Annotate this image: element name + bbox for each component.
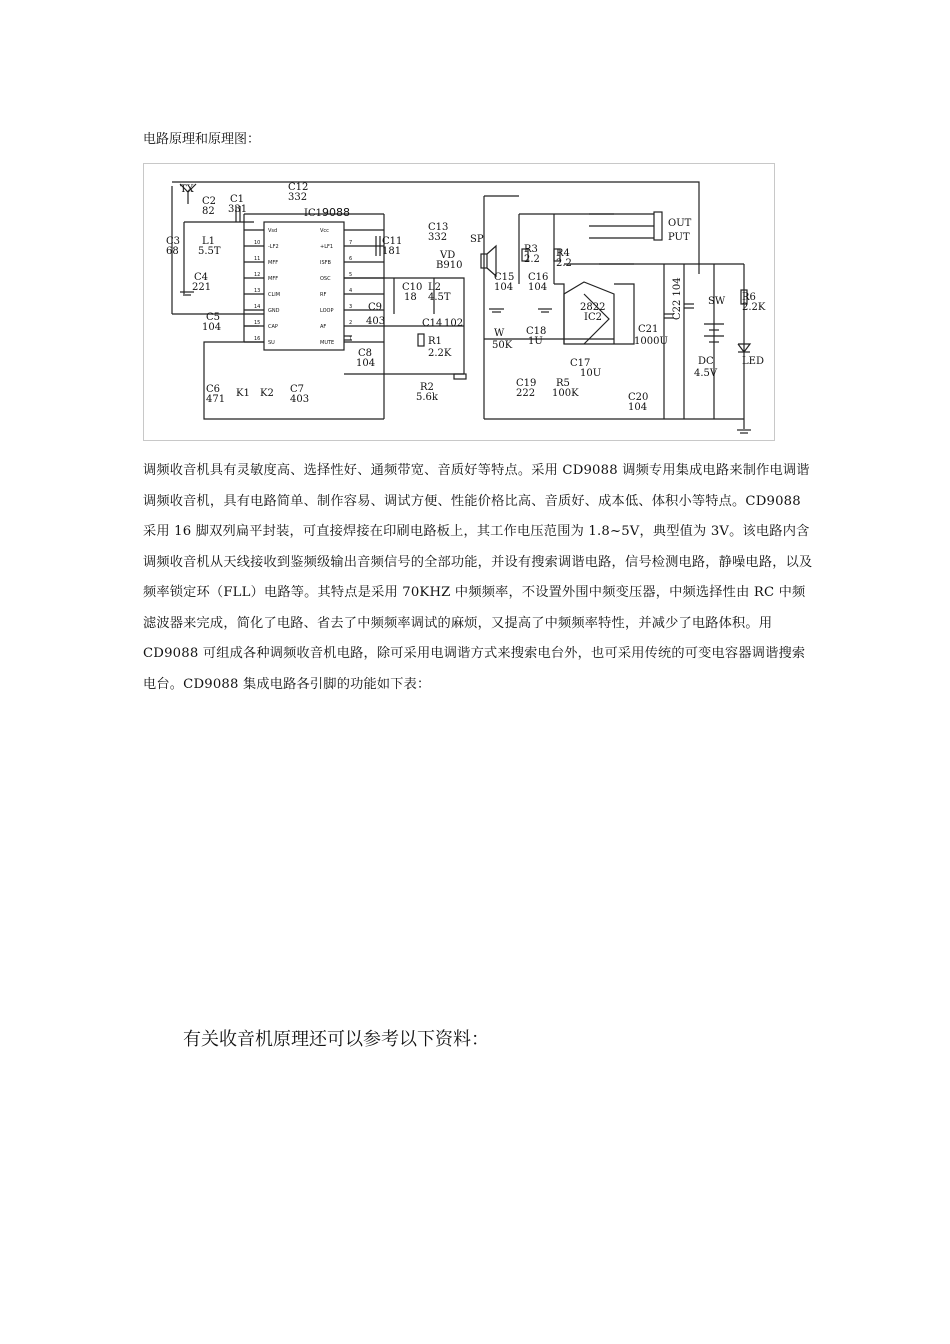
label-r1: R1	[428, 336, 442, 347]
label-r3: R3	[524, 244, 538, 255]
ic1-pin-mute: MUTE	[320, 340, 335, 346]
ic1-pin-num-2: 2	[349, 320, 353, 326]
figure-caption: 电路原理和原理图：	[143, 132, 261, 147]
circuit-schematic	[143, 163, 775, 441]
ic1-pin-num-3: 3	[349, 304, 353, 310]
ic1-pin-lf1: +LF1	[320, 244, 334, 250]
label-led: LED	[742, 356, 764, 367]
ic1-pin-num-7: 7	[349, 240, 353, 246]
label-c15: C15	[494, 272, 515, 283]
label-c20: C20	[628, 392, 649, 403]
label-c4-value: 221	[192, 282, 212, 293]
label-r4-value: 2.2	[556, 258, 572, 269]
label-r6-value: 2.2K	[742, 302, 766, 313]
ic1-pin-num-15: 15	[254, 320, 261, 326]
label-r6: R6	[742, 292, 756, 303]
label-c16: C16	[528, 272, 549, 283]
label-c14-value: 102	[444, 318, 464, 329]
ic1-pin-af: AF	[320, 324, 327, 330]
ic1-pin-gnd: GND	[268, 308, 280, 314]
ic1-part: 9088	[322, 206, 350, 219]
label-c21-value: 1000U	[634, 336, 668, 347]
label-c7-value: 403	[290, 394, 310, 405]
ic1-pin-mff-b: MFF	[268, 276, 279, 282]
label-put: PUT	[668, 232, 690, 243]
ic1-pin-num-6: 6	[349, 256, 353, 262]
ic1-pin-num-11: 11	[254, 256, 261, 262]
label-r5-value: 100K	[552, 388, 579, 399]
label-vd-value: B910	[436, 260, 463, 271]
ic1-pin-vsd: Vsd	[268, 228, 278, 234]
label-c6: C6	[206, 384, 221, 395]
label-c11: C11	[382, 236, 403, 247]
label-out: OUT	[668, 218, 692, 229]
label-c17: C17	[570, 358, 591, 369]
label-c8-value: 104	[356, 358, 376, 369]
label-c8: C8	[358, 348, 373, 359]
ic1-ref: IC1	[304, 208, 322, 219]
label-w: W	[494, 328, 505, 339]
label-c1: C1	[230, 194, 245, 205]
ic1-pin-isfb: ISFB	[320, 260, 331, 266]
ic1-pin-mff-a: MFF	[268, 260, 279, 266]
ic1-pin-rf: RF	[320, 292, 327, 298]
label-dc-value: 4.5V	[694, 368, 718, 379]
label-c19-value: 222	[516, 388, 536, 399]
label-r2: R2	[420, 382, 434, 393]
description-text: 调频收音机具有灵敏度高、选择性好、通频带宽、音质好等特点。采用 CD9088 调频专用集成电路来制作电调谐调频收音机，具有电路简单、制作容易、调试方便、性能价格比高、音质好、成本低、体积小等特点。CD9088 采用 16 脚双列扁平封装，可直接焊接在印刷电路板上，其工作电压范围为 1.8~5V，典型值为 3V。该电路内含调频收音机从天线接收到鉴频级输出音频信号的全部功能，并设有搜索调谐电路，信号检测电路，静噪电路，以及频率锁定环（FLL）电路等。其特点是采用 70KHZ 中频频率，不设置外围中频变压器，中频选择性由 RC 中频滤波器来完成，简化了电路、省去了中频频率调试的麻烦，又提高了中频频率特性，并减少了电路体积。用 CD9088 可组成各种调频收音机电路，除可采用电调谐方式来搜索电台外，也可采用传统的可变电容器调谐搜索电台。CD9088 集成电路各引脚的功能如下表：	[143, 463, 813, 692]
label-c5: C5	[206, 312, 221, 323]
label-c10: C10	[402, 282, 423, 293]
label-r1-value: 2.2K	[428, 348, 452, 359]
label-c2: C2	[202, 196, 217, 207]
label-l1-value: 5.5T	[198, 246, 221, 257]
label-c7: C7	[290, 384, 305, 395]
label-c12-value: 332	[288, 192, 308, 203]
label-k1: K1	[236, 388, 250, 399]
ic1-pin-num-10: 10	[254, 240, 261, 246]
ic1-pin-num-12: 12	[254, 272, 261, 278]
ic1-pin-osc: OSC	[320, 276, 331, 282]
ic2-part: 2822	[580, 302, 606, 313]
ic2-label-group	[580, 302, 605, 323]
label-c3-value: 68	[166, 246, 179, 257]
label-c15-value: 104	[494, 282, 514, 293]
label-c1-value: 331	[228, 204, 248, 215]
label-c9: C9	[368, 302, 383, 313]
label-c3: C3	[166, 236, 181, 247]
label-tx: TX	[180, 184, 194, 195]
label-k2: K2	[260, 388, 274, 399]
label-c14: C14	[422, 318, 443, 329]
label-c9-value: 403	[366, 316, 386, 327]
label-c13: C13	[428, 222, 449, 233]
description-paragraph	[143, 456, 813, 700]
label-c17-value: 10U	[580, 368, 602, 379]
label-c18-value: 1U	[528, 336, 543, 347]
schematic-drawing	[144, 164, 774, 440]
label-sw: SW	[708, 296, 726, 307]
label-r5: R5	[556, 378, 570, 389]
ic2-ref: IC2	[584, 312, 602, 323]
label-c12: C12	[288, 182, 309, 193]
ic1-pin-num-4: 4	[349, 288, 353, 294]
label-r4: R4	[556, 248, 570, 259]
label-r2-value: 5.6k	[416, 392, 438, 403]
label-c4: C4	[194, 272, 209, 283]
ic1-pin-su: SU	[268, 340, 275, 346]
label-c5-value: 104	[202, 322, 222, 333]
ic1-pin-cap: CAP	[268, 324, 278, 330]
label-l2: L2	[428, 282, 442, 293]
label-l1: L1	[202, 236, 216, 247]
label-c2-value: 82	[202, 206, 215, 217]
ic1-pin-num-16: 16	[254, 336, 261, 342]
label-c21: C21	[638, 324, 659, 335]
label-c6-value: 471	[206, 394, 226, 405]
label-w-value: 50K	[492, 340, 513, 351]
label-dc: DC	[698, 356, 714, 367]
ic1-pin-lf2: -LF2	[268, 244, 279, 250]
ic1-pin-num-5: 5	[349, 272, 353, 278]
label-c13-value: 332	[428, 232, 448, 243]
ic1-pin-num-14: 14	[254, 304, 261, 310]
label-vd: VD	[440, 250, 456, 261]
label-c11-value: 181	[382, 246, 402, 257]
reference-heading: 有关收音机原理还可以参考以下资料：	[183, 1029, 489, 1050]
label-c20-value: 104	[628, 402, 648, 413]
label-c18: C18	[526, 326, 547, 337]
label-sp: SP	[470, 234, 484, 245]
label-c10-value: 18	[404, 292, 417, 303]
ic1-pin-num-13: 13	[254, 288, 261, 294]
label-c22: C22 104	[672, 277, 683, 320]
label-c16-value: 104	[528, 282, 548, 293]
label-c19: C19	[516, 378, 537, 389]
ic1-pin-vcc: Vcc	[320, 228, 329, 234]
label-l2-value: 4.5T	[428, 292, 451, 303]
ic1-pin-num-1: 1	[349, 336, 353, 342]
ic1-pin-clim: CLIM	[268, 292, 281, 298]
ic1-pin-loop: LOOP	[320, 308, 334, 314]
label-r3-value: 2.2	[524, 254, 540, 265]
ic1-label-group	[254, 206, 352, 346]
